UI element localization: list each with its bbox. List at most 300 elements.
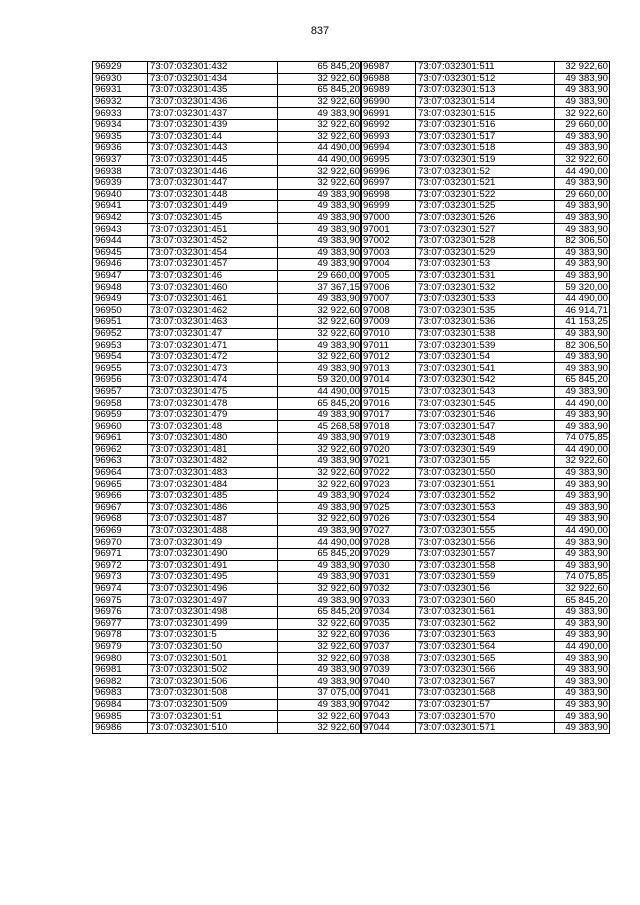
cadastral-value-cell: 49 383,90 [278, 259, 362, 271]
cadastral-value-cell: 32 922,60 [278, 166, 362, 178]
cadastral-number-cell: 73:07:032301:446 [148, 166, 278, 178]
cadastral-value-cell: 49 383,90 [555, 548, 610, 560]
cadastral-value-cell: 82 306,50 [555, 340, 610, 352]
cadastral-number-cell: 73:07:032301:448 [148, 189, 278, 201]
cadastral-value-cell: 32 922,60 [278, 618, 362, 630]
cadastral-number-cell: 73:07:032301:471 [148, 340, 278, 352]
cadastral-number-cell: 73:07:032301:550 [416, 467, 555, 479]
row-number-cell: 97023 [361, 479, 416, 491]
table-row [361, 572, 610, 584]
cadastral-number-cell: 73:07:032301:548 [416, 433, 555, 445]
cadastral-value-cell: 49 383,90 [555, 328, 610, 340]
cadastral-number-cell: 73:07:032301:533 [416, 293, 555, 305]
row-number-cell: 97029 [361, 548, 416, 560]
cadastral-value-cell: 49 383,90 [555, 224, 610, 236]
table-row [93, 166, 362, 178]
row-number-cell: 96946 [93, 259, 148, 271]
cadastral-value-cell: 49 383,90 [555, 479, 610, 491]
cadastral-value-cell: 49 383,90 [555, 664, 610, 676]
cadastral-number-cell: 73:07:032301:52 [416, 166, 555, 178]
table-row [361, 490, 610, 502]
cadastral-number-cell: 73:07:032301:439 [148, 119, 278, 131]
table-row [361, 722, 610, 734]
cadastral-value-cell: 49 383,90 [555, 177, 610, 189]
cadastral-value-cell: 32 922,60 [555, 154, 610, 166]
cadastral-value-cell: 49 383,90 [278, 224, 362, 236]
row-number-cell: 96949 [93, 293, 148, 305]
cadastral-value-cell: 49 383,90 [555, 502, 610, 514]
cadastral-value-cell: 32 922,60 [278, 711, 362, 723]
cadastral-number-cell: 73:07:032301:445 [148, 154, 278, 166]
table-row [93, 444, 362, 456]
cadastral-number-cell: 73:07:032301:486 [148, 502, 278, 514]
table-row [361, 317, 610, 329]
row-number-cell: 97035 [361, 618, 416, 630]
row-number-cell: 96985 [93, 711, 148, 723]
cadastral-value-cell: 49 383,90 [555, 653, 610, 665]
table-row [361, 119, 610, 131]
cadastral-number-cell: 73:07:032301:55 [416, 456, 555, 468]
row-number-cell: 97044 [361, 722, 416, 734]
row-number-cell: 96944 [93, 235, 148, 247]
table-row [93, 201, 362, 213]
cadastral-number-cell: 73:07:032301:452 [148, 235, 278, 247]
cadastral-number-cell: 73:07:032301:434 [148, 73, 278, 85]
row-number-cell: 96954 [93, 351, 148, 363]
cadastral-number-cell: 73:07:032301:526 [416, 212, 555, 224]
cadastral-number-cell: 73:07:032301:48 [148, 421, 278, 433]
cadastral-value-cell: 49 383,90 [555, 537, 610, 549]
cadastral-number-cell: 73:07:032301:554 [416, 514, 555, 526]
cadastral-number-cell: 73:07:032301:522 [416, 189, 555, 201]
cadastral-value-cell: 49 383,90 [278, 201, 362, 213]
row-number-cell: 97034 [361, 606, 416, 618]
table-row [93, 154, 362, 166]
cadastral-number-cell: 73:07:032301:536 [416, 317, 555, 329]
row-number-cell: 97039 [361, 664, 416, 676]
cadastral-number-cell: 73:07:032301:557 [416, 548, 555, 560]
table-row [361, 653, 610, 665]
cadastral-value-cell: 49 383,90 [555, 606, 610, 618]
cadastral-value-cell: 37 367,15 [278, 282, 362, 294]
cadastral-value-cell: 49 383,90 [555, 560, 610, 572]
row-number-cell: 96978 [93, 630, 148, 642]
cadastral-number-cell: 73:07:032301:567 [416, 676, 555, 688]
cadastral-number-cell: 73:07:032301:49 [148, 537, 278, 549]
cadastral-value-cell: 65 845,20 [555, 375, 610, 387]
row-number-cell: 96938 [93, 166, 148, 178]
table-row [93, 548, 362, 560]
cadastral-number-cell: 73:07:032301:449 [148, 201, 278, 213]
cadastral-value-cell: 49 383,90 [555, 514, 610, 526]
cadastral-number-cell: 73:07:032301:552 [416, 490, 555, 502]
cadastral-value-cell: 32 922,60 [278, 119, 362, 131]
table-row [361, 630, 610, 642]
table-row [93, 317, 362, 329]
cadastral-value-cell: 32 922,60 [278, 73, 362, 85]
table-row [93, 270, 362, 282]
cadastral-number-cell: 73:07:032301:436 [148, 96, 278, 108]
cadastral-number-cell: 73:07:032301:519 [416, 154, 555, 166]
cadastral-number-cell: 73:07:032301:570 [416, 711, 555, 723]
cadastral-number-cell: 73:07:032301:45 [148, 212, 278, 224]
cadastral-value-cell: 49 383,90 [278, 560, 362, 572]
row-number-cell: 96970 [93, 537, 148, 549]
row-number-cell: 96957 [93, 386, 148, 398]
cadastral-number-cell: 73:07:032301:506 [148, 676, 278, 688]
cadastral-number-cell: 73:07:032301:474 [148, 375, 278, 387]
cadastral-number-cell: 73:07:032301:497 [148, 595, 278, 607]
cadastral-number-cell: 73:07:032301:490 [148, 548, 278, 560]
cadastral-number-cell: 73:07:032301:462 [148, 305, 278, 317]
table-row [93, 224, 362, 236]
table-row [93, 606, 362, 618]
cadastral-value-cell: 32 922,60 [278, 467, 362, 479]
cadastral-number-cell: 73:07:032301:529 [416, 247, 555, 259]
cadastral-value-cell: 65 845,20 [278, 548, 362, 560]
table-row [93, 711, 362, 723]
cadastral-value-cell: 65 845,20 [555, 595, 610, 607]
cadastral-number-cell: 73:07:032301:532 [416, 282, 555, 294]
cadastral-value-cell: 46 914,71 [555, 305, 610, 317]
row-number-cell: 96951 [93, 317, 148, 329]
cadastral-value-cell: 74 075,85 [555, 572, 610, 584]
row-number-cell: 97040 [361, 676, 416, 688]
table-row [361, 235, 610, 247]
table-row [93, 398, 362, 410]
table-row [93, 328, 362, 340]
row-number-cell: 97022 [361, 467, 416, 479]
cadastral-value-cell: 49 383,90 [278, 108, 362, 120]
row-number-cell: 96997 [361, 177, 416, 189]
cadastral-value-cell: 29 660,00 [278, 270, 362, 282]
row-number-cell: 97009 [361, 317, 416, 329]
cadastral-value-cell: 32 922,60 [278, 630, 362, 642]
table-row [93, 73, 362, 85]
cadastral-value-cell: 49 383,90 [555, 421, 610, 433]
row-number-cell: 97008 [361, 305, 416, 317]
table-row [361, 177, 610, 189]
cadastral-value-cell: 44 490,00 [278, 143, 362, 155]
cadastral-value-cell: 49 383,90 [555, 676, 610, 688]
table-row [93, 143, 362, 155]
row-number-cell: 96988 [361, 73, 416, 85]
cadastral-number-cell: 73:07:032301:528 [416, 235, 555, 247]
table-row [361, 293, 610, 305]
row-number-cell: 96974 [93, 583, 148, 595]
cadastral-value-cell: 49 383,90 [278, 409, 362, 421]
cadastral-number-cell: 73:07:032301:516 [416, 119, 555, 131]
cadastral-number-cell: 73:07:032301:484 [148, 479, 278, 491]
cadastral-value-cell: 49 383,90 [555, 699, 610, 711]
row-number-cell: 96998 [361, 189, 416, 201]
table-row [93, 177, 362, 189]
cadastral-value-cell: 37 075,00 [278, 688, 362, 700]
row-number-cell: 96993 [361, 131, 416, 143]
table-row [93, 386, 362, 398]
table-row [361, 583, 610, 595]
table-row [361, 224, 610, 236]
cadastral-number-cell: 73:07:032301:525 [416, 201, 555, 213]
row-number-cell: 96969 [93, 525, 148, 537]
cadastral-number-cell: 73:07:032301:460 [148, 282, 278, 294]
cadastral-number-cell: 73:07:032301:496 [148, 583, 278, 595]
table-row [361, 537, 610, 549]
table-row [93, 467, 362, 479]
cadastral-value-cell: 32 922,60 [278, 96, 362, 108]
row-number-cell: 97007 [361, 293, 416, 305]
cadastral-number-cell: 73:07:032301:518 [416, 143, 555, 155]
cadastral-number-cell: 73:07:032301:472 [148, 351, 278, 363]
cadastral-value-cell: 49 383,90 [555, 490, 610, 502]
row-number-cell: 97026 [361, 514, 416, 526]
cadastral-number-cell: 73:07:032301:564 [416, 641, 555, 653]
cadastral-value-table-right [360, 61, 610, 734]
cadastral-value-cell: 32 922,60 [555, 456, 610, 468]
row-number-cell: 96965 [93, 479, 148, 491]
cadastral-value-cell: 49 383,90 [278, 433, 362, 445]
cadastral-number-cell: 73:07:032301:51 [148, 711, 278, 723]
row-number-cell: 96956 [93, 375, 148, 387]
row-number-cell: 97033 [361, 595, 416, 607]
row-number-cell: 96986 [93, 722, 148, 734]
cadastral-number-cell: 73:07:032301:499 [148, 618, 278, 630]
row-number-cell: 96987 [361, 62, 416, 74]
cadastral-number-cell: 73:07:032301:457 [148, 259, 278, 271]
row-number-cell: 97030 [361, 560, 416, 572]
row-number-cell: 96935 [93, 131, 148, 143]
cadastral-value-cell: 49 383,90 [555, 259, 610, 271]
table-row [93, 409, 362, 421]
table-row [93, 259, 362, 271]
table-row [93, 108, 362, 120]
row-number-cell: 97037 [361, 641, 416, 653]
cadastral-number-cell: 73:07:032301:556 [416, 537, 555, 549]
cadastral-value-cell: 44 490,00 [555, 444, 610, 456]
cadastral-value-cell: 49 383,90 [555, 722, 610, 734]
row-number-cell: 97036 [361, 630, 416, 642]
row-number-cell: 97020 [361, 444, 416, 456]
cadastral-value-cell: 49 383,90 [555, 73, 610, 85]
cadastral-value-cell: 49 383,90 [555, 386, 610, 398]
cadastral-value-cell: 49 383,90 [555, 96, 610, 108]
cadastral-value-cell: 65 845,20 [278, 398, 362, 410]
table-row [361, 664, 610, 676]
cadastral-value-cell: 49 383,90 [278, 502, 362, 514]
cadastral-number-cell: 73:07:032301:443 [148, 143, 278, 155]
cadastral-value-cell: 49 383,90 [278, 595, 362, 607]
cadastral-number-cell: 73:07:032301:50 [148, 641, 278, 653]
row-number-cell: 97043 [361, 711, 416, 723]
cadastral-value-cell: 49 383,90 [278, 212, 362, 224]
cadastral-number-cell: 73:07:032301:498 [148, 606, 278, 618]
cadastral-number-cell: 73:07:032301:538 [416, 328, 555, 340]
cadastral-value-cell: 49 383,90 [555, 351, 610, 363]
table-row [93, 247, 362, 259]
row-number-cell: 96959 [93, 409, 148, 421]
cadastral-number-cell: 73:07:032301:487 [148, 514, 278, 526]
row-number-cell: 96996 [361, 166, 416, 178]
row-number-cell: 96955 [93, 363, 148, 375]
row-number-cell: 97005 [361, 270, 416, 282]
table-row [93, 630, 362, 642]
table-row [361, 154, 610, 166]
table-row [93, 537, 362, 549]
cadastral-value-cell: 29 660,00 [555, 189, 610, 201]
cadastral-value-cell: 59 320,00 [555, 282, 610, 294]
row-number-cell: 96934 [93, 119, 148, 131]
table-row [361, 467, 610, 479]
cadastral-value-cell: 49 383,90 [278, 699, 362, 711]
table-row [361, 398, 610, 410]
table-row [93, 131, 362, 143]
cadastral-number-cell: 73:07:032301:555 [416, 525, 555, 537]
row-number-cell: 97024 [361, 490, 416, 502]
cadastral-number-cell: 73:07:032301:437 [148, 108, 278, 120]
table-row [361, 143, 610, 155]
row-number-cell: 96976 [93, 606, 148, 618]
cadastral-value-cell: 32 922,60 [278, 583, 362, 595]
row-number-cell: 97041 [361, 688, 416, 700]
table-row [93, 653, 362, 665]
cadastral-number-cell: 73:07:032301:509 [148, 699, 278, 711]
table-row [93, 340, 362, 352]
table-row [361, 328, 610, 340]
row-number-cell: 96981 [93, 664, 148, 676]
row-number-cell: 96950 [93, 305, 148, 317]
cadastral-value-cell: 49 383,90 [278, 676, 362, 688]
table-row [93, 212, 362, 224]
cadastral-value-cell: 49 383,90 [555, 247, 610, 259]
cadastral-value-cell: 32 922,60 [278, 328, 362, 340]
cadastral-value-cell: 49 383,90 [278, 490, 362, 502]
table-row [361, 641, 610, 653]
table-row [93, 235, 362, 247]
cadastral-number-cell: 73:07:032301:491 [148, 560, 278, 572]
row-number-cell: 97011 [361, 340, 416, 352]
row-number-cell: 96960 [93, 421, 148, 433]
cadastral-number-cell: 73:07:032301:475 [148, 386, 278, 398]
cadastral-value-cell: 49 383,90 [555, 201, 610, 213]
row-number-cell: 97014 [361, 375, 416, 387]
table-row [93, 433, 362, 445]
row-number-cell: 96968 [93, 514, 148, 526]
table-row [361, 676, 610, 688]
cadastral-value-cell: 44 490,00 [555, 641, 610, 653]
row-number-cell: 96989 [361, 85, 416, 97]
cadastral-value-cell: 49 383,90 [278, 456, 362, 468]
row-number-cell: 96975 [93, 595, 148, 607]
table-row [361, 282, 610, 294]
table-row [93, 421, 362, 433]
table-row [361, 340, 610, 352]
cadastral-number-cell: 73:07:032301:571 [416, 722, 555, 734]
cadastral-value-cell: 29 660,00 [555, 119, 610, 131]
table-row [361, 73, 610, 85]
table-row [361, 375, 610, 387]
cadastral-number-cell: 73:07:032301:539 [416, 340, 555, 352]
table-row [93, 479, 362, 491]
row-number-cell: 96961 [93, 433, 148, 445]
cadastral-number-cell: 73:07:032301:515 [416, 108, 555, 120]
cadastral-number-cell: 73:07:032301:435 [148, 85, 278, 97]
table-row [93, 583, 362, 595]
row-number-cell: 97015 [361, 386, 416, 398]
table-row [361, 711, 610, 723]
row-number-cell: 96962 [93, 444, 148, 456]
table-row [93, 96, 362, 108]
table-row [93, 641, 362, 653]
row-number-cell: 96937 [93, 154, 148, 166]
table-row [361, 699, 610, 711]
cadastral-number-cell: 73:07:032301:559 [416, 572, 555, 584]
table-row [361, 270, 610, 282]
cadastral-value-cell: 44 490,00 [555, 166, 610, 178]
row-number-cell: 96931 [93, 85, 148, 97]
table-row [93, 688, 362, 700]
cadastral-value-cell: 49 383,90 [555, 467, 610, 479]
cadastral-value-cell: 49 383,90 [555, 363, 610, 375]
table-row [361, 85, 610, 97]
row-number-cell: 96980 [93, 653, 148, 665]
cadastral-value-cell: 49 383,90 [278, 525, 362, 537]
cadastral-number-cell: 73:07:032301:508 [148, 688, 278, 700]
row-number-cell: 96933 [93, 108, 148, 120]
cadastral-value-cell: 65 845,20 [278, 62, 362, 74]
cadastral-value-cell: 59 320,00 [278, 375, 362, 387]
row-number-cell: 96999 [361, 201, 416, 213]
row-number-cell: 97019 [361, 433, 416, 445]
cadastral-number-cell: 73:07:032301:482 [148, 456, 278, 468]
cadastral-number-cell: 73:07:032301:517 [416, 131, 555, 143]
cadastral-number-cell: 73:07:032301:454 [148, 247, 278, 259]
table-row [361, 201, 610, 213]
cadastral-number-cell: 73:07:032301:54 [416, 351, 555, 363]
cadastral-number-cell: 73:07:032301:483 [148, 467, 278, 479]
row-number-cell: 96952 [93, 328, 148, 340]
row-number-cell: 96973 [93, 572, 148, 584]
table-row [93, 514, 362, 526]
cadastral-number-cell: 73:07:032301:485 [148, 490, 278, 502]
cadastral-number-cell: 73:07:032301:549 [416, 444, 555, 456]
row-number-cell: 96936 [93, 143, 148, 155]
row-number-cell: 97006 [361, 282, 416, 294]
row-number-cell: 96972 [93, 560, 148, 572]
cadastral-number-cell: 73:07:032301:495 [148, 572, 278, 584]
row-number-cell: 96963 [93, 456, 148, 468]
table-row [93, 664, 362, 676]
cadastral-value-cell: 32 922,60 [278, 653, 362, 665]
table-row [361, 212, 610, 224]
table-row [361, 514, 610, 526]
row-number-cell: 96994 [361, 143, 416, 155]
cadastral-number-cell: 73:07:032301:451 [148, 224, 278, 236]
cadastral-number-cell: 73:07:032301:547 [416, 421, 555, 433]
table-row [361, 166, 610, 178]
cadastral-value-cell: 32 922,60 [555, 108, 610, 120]
cadastral-number-cell: 73:07:032301:566 [416, 664, 555, 676]
cadastral-number-cell: 73:07:032301:447 [148, 177, 278, 189]
row-number-cell: 97027 [361, 525, 416, 537]
row-number-cell: 96942 [93, 212, 148, 224]
cadastral-number-cell: 73:07:032301:512 [416, 73, 555, 85]
table-row [361, 386, 610, 398]
table-row [93, 189, 362, 201]
table-row [93, 305, 362, 317]
row-number-cell: 97017 [361, 409, 416, 421]
table-row [361, 189, 610, 201]
table-row [361, 688, 610, 700]
